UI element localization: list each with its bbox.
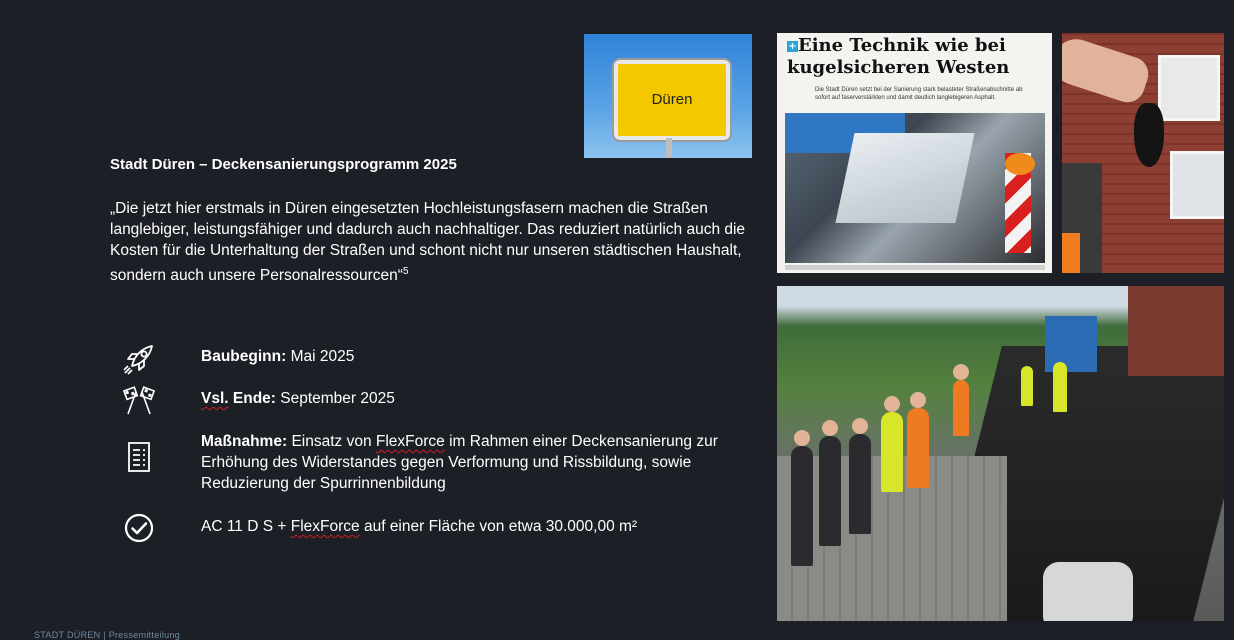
item-spec: [201, 516, 761, 537]
town-sign-plate: [614, 60, 730, 140]
news-headline: [787, 35, 1047, 79]
town-sign-image: [584, 34, 752, 158]
news-subheadline: Die Stadt Düren setzt bei der Sanierung stark belasteter Straßenabschnitte ab sofort auf faserverstärkten und damit deutlich langlebigeren Asphalt.: [815, 87, 1023, 101]
checkered-flags-icon: [122, 384, 156, 418]
group-photo-worker: [1053, 362, 1067, 412]
newspaper-clipping-image: [777, 33, 1052, 273]
hand-photo-hand: [1062, 33, 1153, 106]
check-circle-icon: [122, 511, 156, 545]
item-end-value: September 2025: [280, 390, 395, 407]
news-caption: [785, 265, 1045, 270]
fiber-granulate-image: [1062, 33, 1224, 273]
news-photo: [785, 113, 1045, 263]
slide-title: Stadt Düren – Deckensanierungsprogramm 2025: [110, 156, 457, 173]
construction-site-group-photo: [777, 286, 1224, 621]
hand-photo-window-bottom: [1170, 151, 1224, 219]
group-photo-worker: [1021, 366, 1033, 406]
item-measure: [201, 431, 761, 494]
item-end-label: Ende:: [228, 390, 276, 407]
group-photo-house: [1128, 286, 1224, 376]
group-photo-truck: [1045, 316, 1097, 372]
quote-body: „Die jetzt hier erstmals in Düren eingesetzten Hochleistungsfasern machen die Straßen langlebiger, leistungsfähiger und dadurch auch nachhaltiger. Das reduziert natürlich auch die Kosten für die Unterhaltung der Straßen und schont nicht nur unseren städtischen Haushalt, sondern auch unsere Personalressourcen“: [110, 200, 746, 285]
hand-photo-vest: [1062, 233, 1080, 273]
town-sign-text: Düren: [651, 91, 693, 108]
item-spec-text-pre: AC 11 D S +: [201, 518, 291, 535]
item-end: [201, 388, 761, 409]
news-photo-lamp: [1005, 153, 1035, 175]
item-start-label: Baubeginn:: [201, 348, 287, 365]
item-start: [201, 346, 761, 367]
rocket-icon: [122, 342, 156, 376]
footer-text: STADT DÜREN | Pressemitteilung: [34, 630, 181, 640]
quote-footnote: 5: [402, 266, 409, 277]
group-photo-paver-bucket: [1043, 562, 1133, 621]
item-spec-brand: FlexForce: [290, 518, 360, 535]
item-spec-text-post: auf einer Fläche von etwa 30.000,00 m²: [359, 518, 638, 535]
item-end-label-abbr: Vsl.: [201, 390, 229, 407]
document-list-icon: [122, 440, 156, 474]
item-measure-text-post: im Rahmen einer Deckensanierung zur Erhöhung des Widerstandes gegen Verformung und Rissbildung, sowie Reduzierung der Spurrinnenbildung: [201, 433, 718, 492]
item-measure-text-pre: Einsatz von: [291, 433, 376, 450]
hand-photo-window-top: [1158, 55, 1220, 121]
news-photo-machine: [835, 133, 974, 223]
item-measure-brand: FlexForce: [375, 433, 445, 450]
town-sign-post: [666, 138, 672, 158]
news-headline-text: Eine Technik wie bei kugelsicheren Westen: [787, 35, 1010, 78]
group-photo-person: [881, 412, 903, 492]
group-photo-person: [849, 434, 871, 534]
quote-text: [110, 198, 755, 286]
item-start-value: Mai 2025: [290, 348, 355, 365]
news-plus-icon: +: [788, 41, 797, 52]
hand-photo-granulate: [1134, 103, 1164, 167]
group-photo-person: [907, 408, 929, 488]
group-photo-person: [791, 446, 813, 566]
group-photo-person: [819, 436, 841, 546]
item-measure-label: Maßnahme:: [201, 433, 288, 450]
group-photo-worker: [953, 380, 969, 436]
